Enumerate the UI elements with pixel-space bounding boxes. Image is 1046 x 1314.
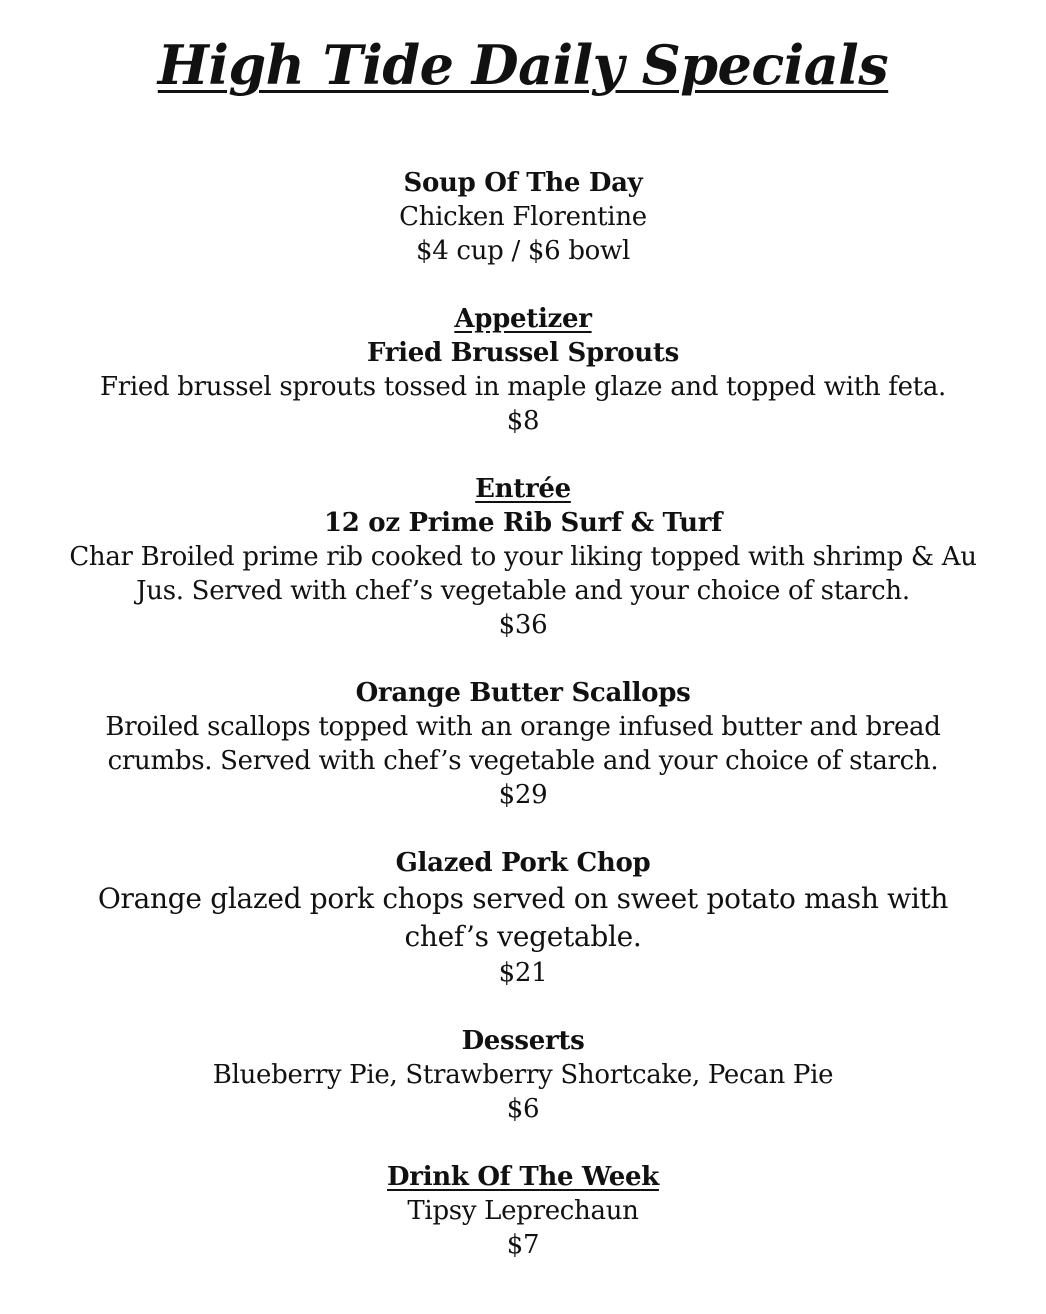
drink-name: Tipsy Leprechaun — [407, 1196, 639, 1226]
entree-item-name: Orange Butter Scallops — [355, 678, 691, 708]
entree-item-description: Jus. Served with chef’s vegetable and your choice of starch. — [136, 576, 910, 606]
drink-price: $7 — [506, 1230, 540, 1260]
appetizer-heading: Appetizer — [454, 304, 592, 334]
entree-item-price: $29 — [498, 780, 548, 810]
drink-heading: Drink Of The Week — [387, 1162, 659, 1192]
page-title: High Tide Daily Specials — [157, 33, 889, 97]
entree-item-description: Orange glazed pork chops served on sweet potato mash with — [97, 882, 949, 915]
appetizer-description: Fried brussel sprouts tossed in maple glaze and topped with feta. — [100, 372, 946, 402]
desserts-items: Blueberry Pie, Strawberry Shortcake, Pecan Pie — [212, 1060, 834, 1090]
soup-heading: Soup Of The Day — [403, 168, 643, 198]
entree-item-description: Char Broiled prime rib cooked to your liking topped with shrimp & Au — [69, 542, 977, 572]
entree-heading: Entrée — [475, 474, 571, 504]
entree-item-description: crumbs. Served with chef’s vegetable and your choice of starch. — [107, 746, 939, 776]
appetizer-name: Fried Brussel Sprouts — [367, 338, 679, 368]
desserts-heading: Desserts — [461, 1026, 585, 1056]
desserts-price: $6 — [506, 1094, 540, 1124]
soup-price: $4 cup / $6 bowl — [415, 236, 630, 266]
entree-item-price: $21 — [498, 958, 548, 988]
appetizer-price: $8 — [506, 406, 540, 436]
soup-name: Chicken Florentine — [399, 202, 647, 232]
entree-item-description: Broiled scallops topped with an orange infused butter and bread — [105, 712, 941, 742]
entree-item-description: chef’s vegetable. — [404, 920, 642, 953]
entree-item-name: Glazed Pork Chop — [395, 848, 651, 878]
entree-item-name: 12 oz Prime Rib Surf & Turf — [323, 508, 723, 538]
entree-item-price: $36 — [498, 610, 548, 640]
